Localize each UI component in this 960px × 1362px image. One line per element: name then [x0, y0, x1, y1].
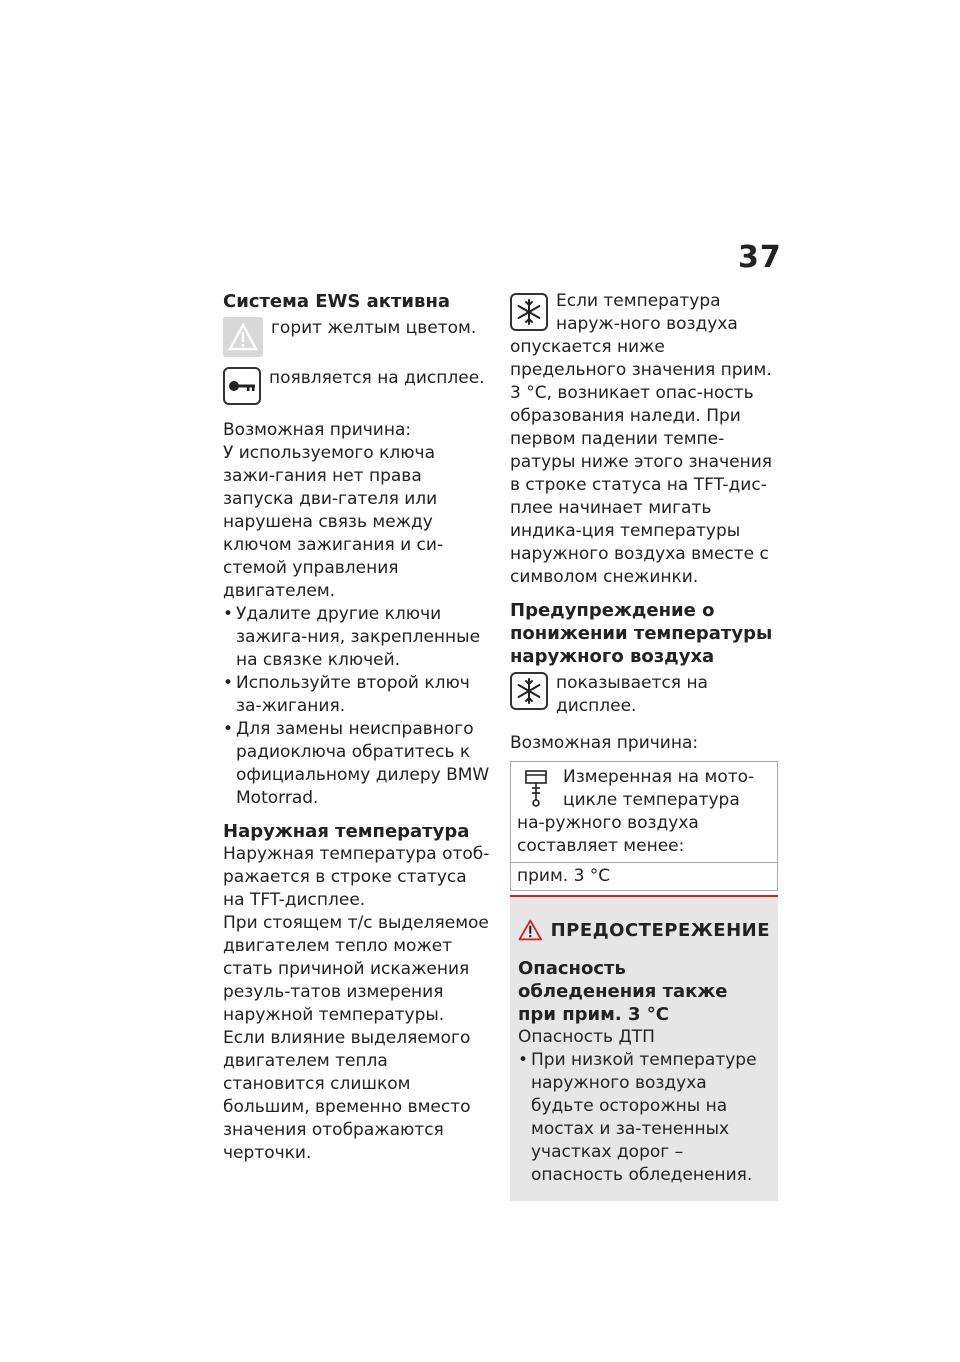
warning-subtitle: Опасность обледенения также при прим. 3 °C: [518, 958, 728, 1025]
ews-key-row: [223, 367, 491, 405]
warning-triangle-icon: [223, 317, 263, 357]
measure-text: Измеренная на мото-цикле температура на-ружного воздуха составляет менее:: [517, 767, 755, 856]
snowflake-icon: [510, 293, 548, 331]
snow-paragraph: [510, 290, 778, 589]
outside-temp-text-2: При стоящем т/с выделяемое двигателем тепло может стать причиной искажения резуль-татов измерения наружной температуры. Если влияние выделяемого двигателем тепла становится слишком большим, временно вместо значения отображаются черточки.: [223, 913, 489, 1163]
ews-cause-text: У используемого ключа зажи-гания нет права запуска дви-гателя или нарушена связь между ключом зажигания и си-стемой управления двигателем.: [223, 443, 444, 601]
warning-title: ПРЕДОСТЕРЕЖЕНИЕ: [550, 919, 770, 941]
temp-warning-icon-text: показывается на дисплее.: [556, 673, 708, 716]
measure-box: [510, 761, 778, 891]
ews-key-text: появляется на дисплее.: [269, 368, 485, 388]
warning-label: Опасность ДТП: [518, 1027, 655, 1047]
key-icon: [223, 367, 261, 405]
ews-warning-row: [223, 317, 491, 357]
temp-warning-row: [510, 672, 778, 718]
list-item: • Удалите другие ключи зажига-ния, закрепленные на связке ключей.: [223, 603, 491, 672]
left-column: [223, 290, 491, 1165]
right-column: [510, 290, 778, 1201]
ews-bullet-list: [223, 603, 491, 810]
temp-warning-heading: Предупреждение о понижении температуры наружного воздуха: [510, 600, 773, 667]
ews-warn-text: горит желтым цветом.: [271, 318, 477, 338]
page-number: 37: [738, 240, 782, 275]
measurement-icon: [521, 768, 555, 808]
outside-temp-heading: Наружная температура: [223, 821, 470, 842]
list-item: • Для замены неисправного радиоключа обратитесь к официальному дилеру BMW Motorrad.: [223, 718, 491, 810]
warning-triangle-icon: [518, 915, 543, 945]
list-item: • При низкой температуре наружного воздуха будьте осторожны на мостах и за-тененных участках дорог – опасность обледенения.: [518, 1049, 770, 1187]
outside-temp-text-1: Наружная температура отоб-ражается в строке статуса на TFT-дисплее.: [223, 844, 490, 910]
warning-header: [518, 915, 770, 945]
snow-text: Если температура наруж-ного воздуха опускается ниже предельного значения прим. 3 °C, возникает опас-ность образования наледи. При первом падении темпе-ратуры ниже этого значения в строке статуса на TFT-дис-плее начинает мигать индика-ция температуры наружного воздуха вместе с символом снежинки.: [510, 291, 772, 587]
measure-value: прим. 3 °C: [511, 862, 777, 890]
warning-box: [510, 895, 778, 1201]
list-item: • Используйте второй ключ за-жигания.: [223, 672, 491, 718]
snowflake-icon: [510, 672, 548, 710]
warning-bullet-list: [518, 1049, 770, 1187]
temp-cause-label: Возможная причина:: [510, 733, 699, 753]
ews-heading: Система EWS активна: [223, 291, 451, 312]
ews-cause-label: Возможная причина:: [223, 420, 412, 440]
